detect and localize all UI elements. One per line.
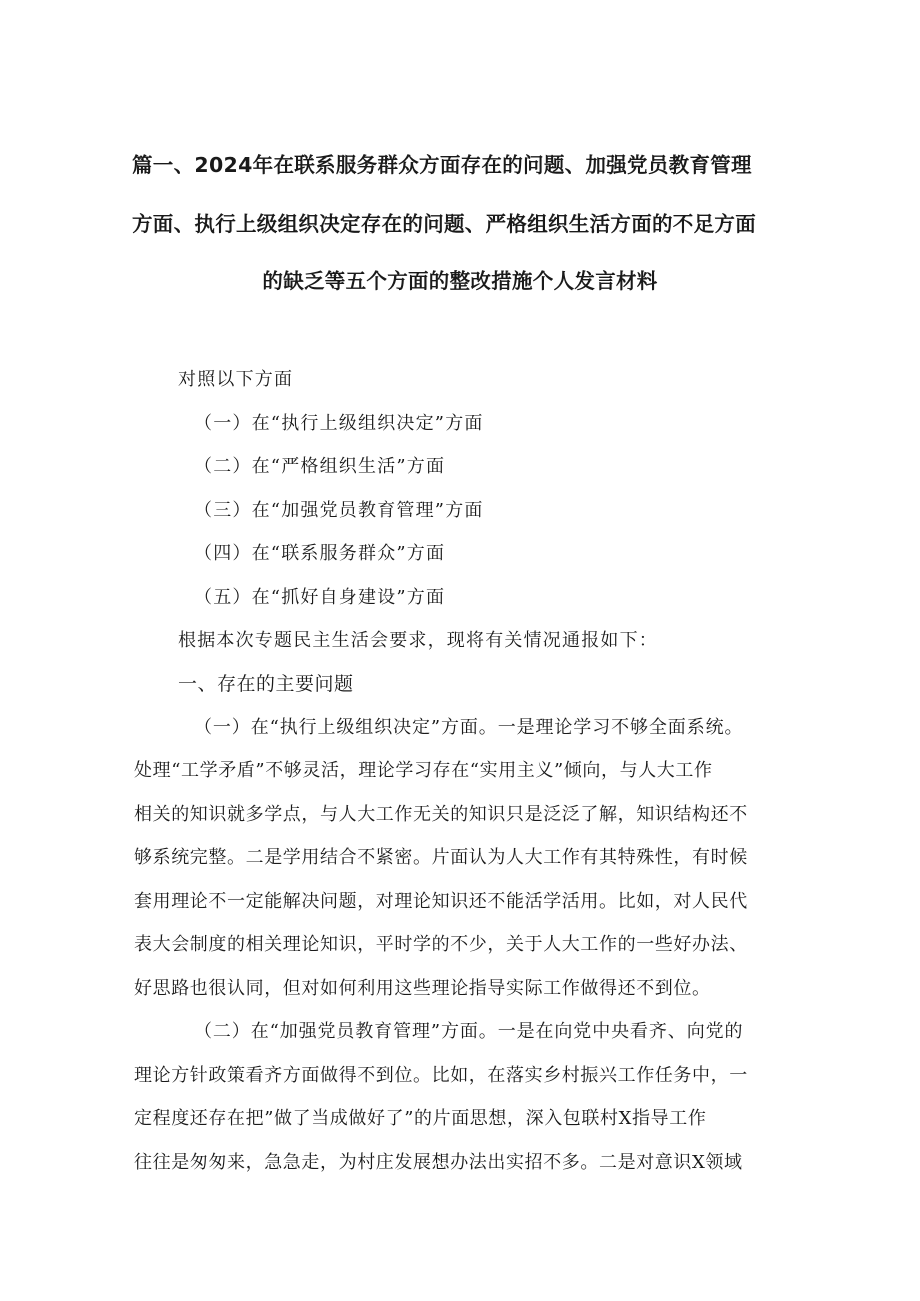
aspect-item-4: （四）在“联系服务群众”方面 xyxy=(194,543,446,564)
paragraph-1-line: （一）在“执行上级组织决定”方面。一是理论学习不够全面系统。 xyxy=(194,717,744,738)
title-line-3: 的缺乏等五个方面的整改措施个人发言材料 xyxy=(262,269,658,293)
section-heading: 一、存在的主要问题 xyxy=(178,673,354,695)
paragraph-1-line: 相关的知识就多学点，与人大工作无关的知识只是泛泛了解，知识结构还不 xyxy=(134,804,748,825)
aspect-item-3: （三）在“加强党员教育管理”方面 xyxy=(194,500,484,521)
paragraph-1-line: 够系统完整。二是学用结合不紧密。片面认为人大工作有其特殊性，有时候 xyxy=(134,847,748,868)
paragraph-2-line: 定程度还存在把”做了当成做好了”的片面思想，深入包联村X指导工作 xyxy=(134,1108,707,1129)
paragraph-1-line: 处理“工学矛盾”不够灵活，理论学习存在“实用主义”倾向，与人大工作 xyxy=(134,760,713,781)
paragraph-1-line: 表大会制度的相关理论知识，平时学的不少，关于人大工作的一些好办法、 xyxy=(134,934,748,955)
title-line-1: 篇一、2024年在联系服务群众方面存在的问题、加强党员教育管理 xyxy=(132,153,752,177)
title-line-2: 方面、执行上级组织决定存在的问题、严格组织生活方面的不足方面 xyxy=(132,212,756,236)
paragraph-2-line: 理论方针政策看齐方面做得不到位。比如，在落实乡村振兴工作任务中，一 xyxy=(134,1065,748,1086)
paragraph-1-line: 套用理论不一定能解决问题，对理论知识还不能活学活用。比如，对人民代 xyxy=(134,891,748,912)
intro-text: 对照以下方面 xyxy=(178,369,294,390)
paragraph-1-line: 好思路也很认同，但对如何利用这些理论指导实际工作做得还不到位。 xyxy=(134,978,711,999)
preface-text: 根据本次专题民主生活会要求，现将有关情况通报如下： xyxy=(178,630,658,651)
aspect-item-2: （二）在“严格组织生活”方面 xyxy=(194,456,446,477)
aspect-item-1: （一）在“执行上级组织决定”方面 xyxy=(194,413,484,434)
aspect-item-5: （五）在“抓好自身建设”方面 xyxy=(194,587,446,608)
paragraph-2-line: （二）在“加强党员教育管理”方面。一是在向党中央看齐、向党的 xyxy=(194,1021,744,1042)
paragraph-2-line: 往往是匆匆来，急急走，为村庄发展想办法出实招不多。二是对意识X领域 xyxy=(134,1152,743,1173)
